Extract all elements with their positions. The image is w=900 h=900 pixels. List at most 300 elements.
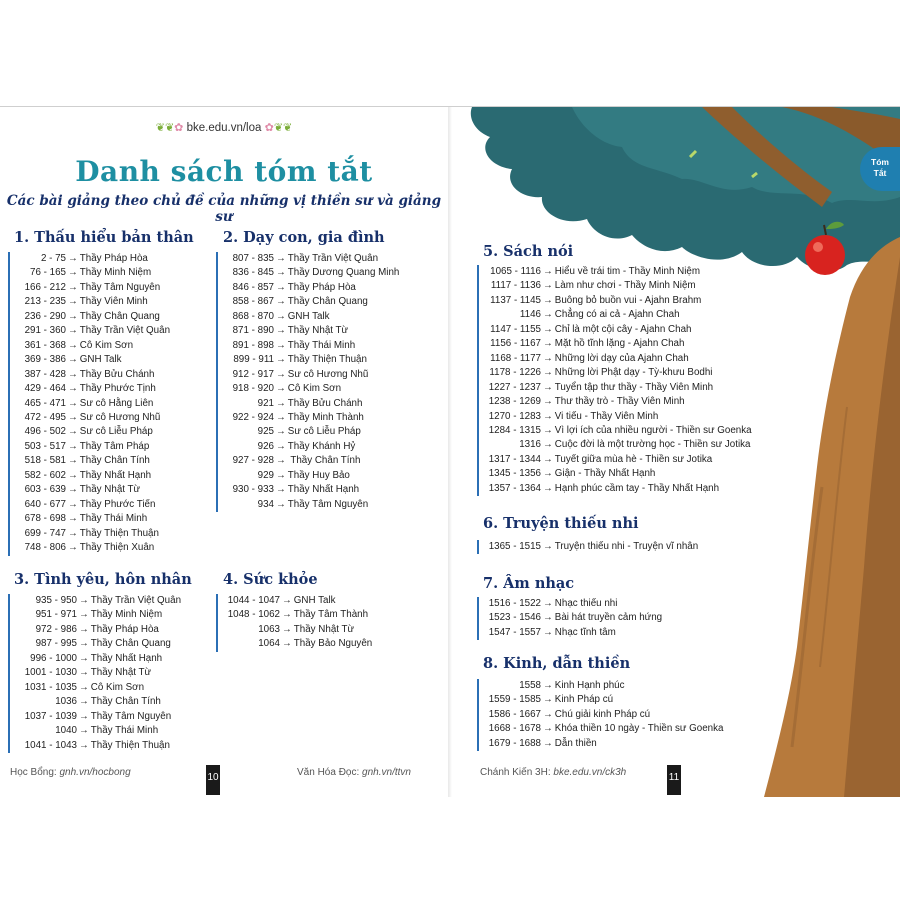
arrow-icon: → — [276, 368, 286, 380]
track-range: 1316 — [519, 439, 541, 451]
arrow-icon: → — [543, 381, 553, 393]
track-title: Cô Kim Sơn — [90, 681, 145, 693]
list-item — [222, 252, 399, 266]
book-spread — [0, 106, 900, 797]
track-title: GNH Talk — [287, 310, 330, 322]
list-item — [483, 308, 752, 322]
list-item — [222, 411, 399, 425]
track-title: Những lời Phật dạy - Tỳ-khưu Bodhi — [554, 367, 713, 379]
arrow-icon: → — [79, 623, 89, 635]
section-list — [8, 252, 170, 556]
arrow-icon: → — [543, 612, 553, 624]
track-title: Thầy Nhất Hạnh — [90, 652, 163, 664]
list-item — [483, 540, 698, 554]
track-title: Thầy Thiện Thuận — [287, 354, 367, 366]
track-title: Chẳng có ai cả - Ajahn Chah — [554, 309, 680, 321]
list-item — [483, 708, 723, 722]
track-title: Sư cô Hương Nhũ — [287, 368, 369, 380]
track-range: 496 - 502 — [24, 426, 66, 438]
track-range: 1065 - 1116 — [490, 266, 541, 277]
track-range: 1117 - 1136 — [490, 280, 541, 292]
flower-icon: ✿ — [264, 122, 274, 134]
track-range: 1357 - 1364 — [488, 482, 541, 494]
track-title: Thầy Nhất Hạnh — [287, 484, 360, 496]
arrow-icon: → — [68, 513, 78, 525]
list-item — [483, 722, 723, 736]
list-item — [14, 353, 170, 367]
track-range: 1063 — [258, 623, 280, 635]
arrow-icon: → — [543, 541, 553, 552]
list-item — [14, 469, 170, 483]
arrow-icon: → — [79, 710, 89, 722]
list-item — [14, 681, 181, 695]
arrow-icon: → — [276, 484, 286, 496]
track-title: Giận - Thầy Nhất Hạnh — [554, 468, 656, 480]
track-range: 1146 — [519, 309, 541, 321]
list-item — [222, 425, 399, 439]
track-title: Sư cô Liễu Pháp — [287, 426, 361, 438]
track-title: Thầy Minh Niệm — [79, 267, 152, 279]
list-item — [222, 608, 372, 622]
track-title: Nhạc tĩnh tâm — [554, 626, 616, 638]
arrow-icon: → — [543, 694, 553, 706]
arrow-icon: → — [543, 266, 553, 277]
track-title: Kinh Hạnh phúc — [554, 680, 625, 691]
track-title: Sư cô Hương Nhũ — [79, 411, 161, 423]
site-url[interactable]: bke.edu.vn/loa — [186, 122, 262, 134]
track-title: Tuyết giữa mùa hè - Thiền sư Jotika — [554, 453, 713, 465]
list-item — [222, 382, 399, 396]
list-item — [14, 339, 170, 353]
track-range: 925 — [257, 426, 274, 438]
track-title: Truyện thiếu nhi - Truyện vĩ nhân — [554, 541, 699, 552]
list-item — [222, 440, 399, 454]
track-range: 972 - 986 — [35, 623, 77, 635]
list-item — [14, 483, 170, 497]
page-number: 11 — [667, 765, 681, 795]
track-range: 503 - 517 — [24, 440, 66, 452]
arrow-icon: → — [276, 469, 286, 481]
arrow-icon: → — [543, 723, 553, 735]
track-title: Thầy Pháp Hòa — [90, 623, 159, 635]
track-range: 926 — [257, 440, 274, 452]
arrow-icon: → — [68, 339, 78, 351]
arrow-icon: → — [276, 383, 286, 395]
arrow-icon: → — [543, 680, 553, 691]
list-item — [483, 467, 752, 481]
track-title: Cô Kim Sơn — [79, 339, 134, 351]
section-list — [477, 679, 723, 751]
list-item — [14, 724, 181, 738]
track-title: Thầy Huy Bảo — [287, 469, 350, 481]
section-title: 5. Sách nói — [483, 243, 574, 260]
track-range: 807 - 835 — [232, 253, 274, 264]
arrow-icon: → — [543, 439, 553, 451]
track-range: 1345 - 1356 — [488, 468, 541, 480]
track-title: Thầy Tâm Thành — [293, 609, 369, 621]
footer-mid — [297, 767, 411, 778]
list-item — [483, 265, 752, 279]
arrow-icon: → — [276, 426, 286, 438]
list-item — [483, 410, 752, 424]
track-title: Thầy Bảo Nguyên — [293, 638, 373, 650]
track-range: 868 - 870 — [232, 310, 274, 322]
list-item — [222, 310, 399, 324]
arrow-icon: → — [276, 325, 286, 337]
track-range: 1365 - 1515 — [488, 541, 541, 552]
section-list — [477, 597, 662, 640]
right-page — [452, 107, 900, 797]
track-title: Khóa thiền 10 ngày - Thiền sư Goenka — [554, 723, 724, 735]
arrow-icon: → — [68, 455, 78, 467]
arrow-icon: → — [276, 310, 286, 322]
track-range: 236 - 290 — [24, 310, 66, 322]
arrow-icon: → — [543, 424, 553, 436]
track-range: 1523 - 1546 — [488, 612, 541, 624]
track-title: Tuyển tập thư thầy - Thầy Viên Minh — [554, 381, 714, 393]
track-title: Thầy Phước Tịnh — [79, 383, 156, 395]
track-range: 1679 - 1688 — [488, 737, 541, 749]
track-title: Chỉ là một cội cây - Ajahn Chah — [554, 323, 692, 335]
track-range: 1044 - 1047 — [227, 595, 280, 606]
track-title: Những lời dạy của Ajahn Chah — [554, 352, 689, 364]
track-title: Thầy Chân Tính — [287, 455, 361, 467]
section-list — [477, 540, 698, 554]
track-range: 678 - 698 — [24, 513, 66, 525]
flower-icon: ✿ — [174, 122, 184, 134]
section-list — [216, 252, 399, 512]
track-title: Thầy Thiện Thuận — [79, 527, 159, 539]
list-item — [14, 623, 181, 637]
track-title: Thầy Nhật Từ — [293, 623, 355, 635]
track-range: 1559 - 1585 — [488, 694, 541, 706]
track-range: 1284 - 1315 — [488, 424, 541, 436]
arrow-icon: → — [68, 469, 78, 481]
left-page — [0, 107, 448, 797]
track-range: 899 - 911 — [233, 354, 274, 366]
track-title: Bài hát truyền cảm hứng — [554, 612, 663, 624]
footer-label: Chánh Kiến 3H: — [480, 767, 551, 778]
track-title: Vì lợi ích của nhiều người - Thiền sư Goenka — [554, 424, 752, 436]
list-item — [222, 339, 399, 353]
track-range: 1178 - 1226 — [489, 367, 541, 379]
track-title: Cô Kim Sơn — [287, 383, 342, 395]
track-title: Thầy Nhật Từ — [79, 484, 141, 496]
arrow-icon: → — [543, 468, 553, 480]
track-title: Làm như chơi - Thầy Minh Niệm — [554, 280, 696, 292]
arrow-icon: → — [276, 498, 286, 510]
page-title: Danh sách tóm tắt — [75, 155, 373, 188]
arrow-icon: → — [543, 453, 553, 465]
arrow-icon: → — [79, 638, 89, 650]
list-item — [14, 637, 181, 651]
track-title: Thầy Nhật Từ — [287, 325, 349, 337]
list-item — [222, 594, 372, 608]
list-item — [222, 295, 399, 309]
arrow-icon: → — [276, 281, 286, 293]
list-item — [483, 395, 752, 409]
leaf-icon: ❦❦ — [273, 122, 293, 134]
track-range: 369 - 386 — [24, 354, 66, 366]
arrow-icon: → — [79, 725, 89, 737]
arrow-icon: → — [79, 652, 89, 664]
arrow-icon: → — [68, 411, 78, 423]
arrow-icon: → — [276, 339, 286, 351]
footer-right — [480, 767, 626, 778]
track-range: 1147 - 1155 — [490, 323, 541, 335]
list-item — [14, 397, 170, 411]
list-item — [483, 438, 752, 452]
list-item — [222, 266, 399, 280]
list-item — [483, 294, 752, 308]
track-range: 748 - 806 — [24, 542, 66, 554]
arrow-icon: → — [543, 352, 553, 364]
list-item — [14, 368, 170, 382]
section-title: 1. Thấu hiểu bản thân — [14, 229, 194, 246]
arrow-icon: → — [543, 338, 553, 350]
list-item — [14, 608, 181, 622]
arrow-icon: → — [282, 609, 292, 621]
track-title: Chú giải kinh Pháp cú — [554, 708, 651, 720]
arrow-icon: → — [68, 542, 78, 554]
arrow-icon: → — [543, 482, 553, 494]
arrow-icon: → — [79, 696, 89, 708]
track-title: Buông bỏ buồn vui - Ajahn Brahm — [554, 294, 702, 306]
list-item — [483, 679, 723, 693]
list-item — [483, 626, 662, 640]
leaf-icon: ❦❦ — [155, 122, 175, 134]
track-title: Thầy Trần Việt Quân — [90, 595, 182, 606]
track-title: Thầy Thái Minh — [90, 725, 159, 737]
track-range: 1156 - 1167 — [490, 338, 541, 350]
arrow-icon: → — [543, 410, 553, 422]
section-title: 2. Dạy con, gia đình — [223, 229, 385, 246]
list-item — [14, 652, 181, 666]
page-number: 10 — [206, 765, 220, 795]
list-item — [483, 482, 752, 496]
track-title: Thầy Tâm Nguyên — [90, 710, 172, 722]
arrow-icon: → — [543, 323, 553, 335]
arrow-icon: → — [68, 383, 78, 395]
arrow-icon: → — [276, 296, 286, 308]
track-range: 1547 - 1557 — [488, 626, 541, 638]
arrow-icon: → — [282, 638, 292, 650]
track-range: 1036 — [55, 696, 77, 708]
list-item — [222, 368, 399, 382]
track-title: Thầy Chân Quang — [287, 296, 368, 308]
track-range: 918 - 920 — [232, 383, 274, 395]
track-range: 291 - 360 — [24, 325, 66, 337]
track-range: 871 - 890 — [232, 325, 274, 337]
track-title: Thư thầy trò - Thầy Viên Minh — [554, 396, 685, 408]
footer-label: Học Bổng: — [10, 767, 57, 778]
track-range: 951 - 971 — [35, 609, 77, 621]
arrow-icon: → — [276, 397, 286, 409]
section-title: 8. Kinh, dẫn thiền — [483, 655, 631, 672]
section-title: 7. Âm nhạc — [483, 575, 575, 592]
footer-label: Văn Hóa Đọc: — [297, 767, 360, 778]
arrow-icon: → — [68, 281, 78, 293]
track-range: 1227 - 1237 — [488, 381, 541, 393]
list-item — [483, 597, 662, 611]
list-item — [14, 281, 170, 295]
list-item — [222, 498, 399, 512]
track-range: 1040 — [55, 725, 77, 737]
track-range: 927 - 928 — [232, 455, 274, 467]
track-title: Thầy Thiện Xuân — [79, 542, 155, 554]
arrow-icon: → — [543, 396, 553, 408]
track-title: Thầy Chân Tính — [90, 696, 161, 708]
track-title: Thầy Trần Việt Quân — [79, 325, 171, 337]
arrow-icon: → — [276, 411, 286, 423]
track-range: 1586 - 1667 — [488, 708, 541, 720]
track-title: Thầy Khánh Hỷ — [287, 440, 356, 452]
arrow-icon: → — [543, 280, 553, 292]
tab-summary[interactable] — [860, 147, 900, 191]
list-item — [14, 425, 170, 439]
track-range: 1558 — [519, 680, 541, 691]
track-title: Thầy Chân Tính — [79, 455, 150, 467]
track-range: 987 - 995 — [35, 638, 77, 650]
track-title: Thầy Thái Minh — [79, 513, 148, 525]
arrow-icon: → — [68, 310, 78, 322]
track-title: Thầy Thái Minh — [287, 339, 356, 351]
arrow-icon: → — [68, 397, 78, 409]
arrow-icon: → — [543, 309, 553, 321]
list-item — [14, 295, 170, 309]
track-range: 1238 - 1269 — [488, 396, 541, 408]
track-title: Thầy Tâm Nguyên — [79, 281, 161, 293]
list-item — [14, 666, 181, 680]
track-range: 2 - 75 — [40, 253, 66, 264]
arrow-icon: → — [79, 609, 89, 621]
list-item — [222, 397, 399, 411]
track-range: 846 - 857 — [232, 281, 274, 293]
section-list — [8, 594, 181, 753]
track-range: 429 - 464 — [24, 383, 66, 395]
track-range: 213 - 235 — [24, 296, 66, 308]
track-range: 465 - 471 — [24, 397, 66, 409]
track-title: Thầy Nhất Hạnh — [79, 469, 152, 481]
list-item — [222, 454, 399, 468]
arrow-icon: → — [68, 253, 78, 264]
list-item — [14, 512, 170, 526]
track-range: 387 - 428 — [24, 368, 66, 380]
arrow-icon: → — [276, 354, 286, 366]
list-item — [14, 498, 170, 512]
site-header — [0, 121, 448, 134]
track-range: 1041 - 1043 — [24, 739, 77, 751]
track-title: Hiểu về trái tim - Thầy Minh Niệm — [554, 266, 700, 277]
list-item — [14, 541, 170, 555]
track-range: 891 - 898 — [232, 339, 274, 351]
arrow-icon: → — [79, 681, 89, 693]
list-item — [14, 739, 181, 753]
list-item — [483, 323, 752, 337]
footer-link[interactable]: gnh.vn/ttvn — [362, 767, 411, 778]
track-title: Thầy Bửu Chánh — [79, 368, 155, 380]
list-item — [14, 440, 170, 454]
list-item — [14, 266, 170, 280]
track-range: 836 - 845 — [232, 267, 274, 279]
track-range: 603 - 639 — [24, 484, 66, 496]
track-title: Hạnh phúc cầm tay - Thầy Nhất Hạnh — [554, 482, 720, 494]
track-range: 996 - 1000 — [30, 652, 77, 664]
track-range: 472 - 495 — [24, 411, 66, 423]
section-title: 6. Truyện thiếu nhi — [483, 515, 639, 532]
arrow-icon: → — [543, 626, 553, 638]
list-item — [14, 324, 170, 338]
list-item — [483, 453, 752, 467]
section-list — [216, 594, 372, 652]
track-range: 922 - 924 — [232, 411, 274, 423]
footer-link[interactable]: gnh.vn/hocbong — [59, 767, 131, 778]
track-range: 1270 - 1283 — [488, 410, 541, 422]
arrow-icon: → — [543, 294, 553, 306]
apple-shine — [813, 242, 823, 252]
section-list — [477, 265, 752, 496]
arrow-icon: → — [68, 354, 78, 366]
track-range: 934 — [257, 498, 274, 510]
track-title: Thầy Bửu Chánh — [287, 397, 363, 409]
track-title: Thầy Minh Niệm — [90, 609, 163, 621]
track-range: 935 - 950 — [35, 595, 77, 606]
arrow-icon: → — [79, 667, 89, 679]
track-range: 699 - 747 — [24, 527, 66, 539]
track-title: Thầy Dương Quang Minh — [287, 267, 400, 279]
track-range: 640 - 677 — [24, 498, 66, 510]
page-subtitle: Các bài giảng theo chủ đề của những vị thiền sư và giảng sư — [6, 193, 442, 225]
track-range: 929 — [257, 469, 274, 481]
arrow-icon: → — [68, 440, 78, 452]
list-item — [222, 353, 399, 367]
arrow-icon: → — [68, 498, 78, 510]
arrow-icon: → — [79, 739, 89, 751]
list-item — [14, 594, 181, 608]
list-item — [483, 279, 752, 293]
arrow-icon: → — [276, 267, 286, 279]
list-item — [14, 454, 170, 468]
arrow-icon: → — [276, 455, 286, 467]
track-title: Thầy Thiện Thuận — [90, 739, 170, 751]
arrow-icon: → — [543, 708, 553, 720]
section-title: 3. Tình yêu, hôn nhân — [14, 571, 192, 588]
list-item — [222, 281, 399, 295]
list-item — [483, 611, 662, 625]
track-range: 1317 - 1344 — [488, 453, 541, 465]
arrow-icon: → — [276, 253, 286, 264]
footer-link[interactable]: bke.edu.vn/ck3h — [553, 767, 627, 778]
track-title: Thầy Tâm Pháp — [79, 440, 150, 452]
track-range: 1001 - 1030 — [24, 667, 77, 679]
track-title: Thầy Viên Minh — [79, 296, 148, 308]
list-item — [222, 469, 399, 483]
track-range: 582 - 602 — [24, 469, 66, 481]
list-item — [14, 411, 170, 425]
arrow-icon: → — [282, 623, 292, 635]
track-title: Thầy Chân Quang — [79, 310, 160, 322]
list-item — [14, 710, 181, 724]
track-title: Thầy Minh Thành — [287, 411, 364, 423]
track-title: Mặt hồ tĩnh lặng - Ajahn Chah — [554, 338, 685, 350]
apple-icon — [805, 235, 845, 275]
list-item — [14, 527, 170, 541]
section-title: 4. Sức khỏe — [223, 571, 318, 588]
arrow-icon: → — [543, 737, 553, 749]
track-range: 858 - 867 — [232, 296, 274, 308]
list-item — [483, 366, 752, 380]
track-range: 361 - 368 — [24, 339, 66, 351]
